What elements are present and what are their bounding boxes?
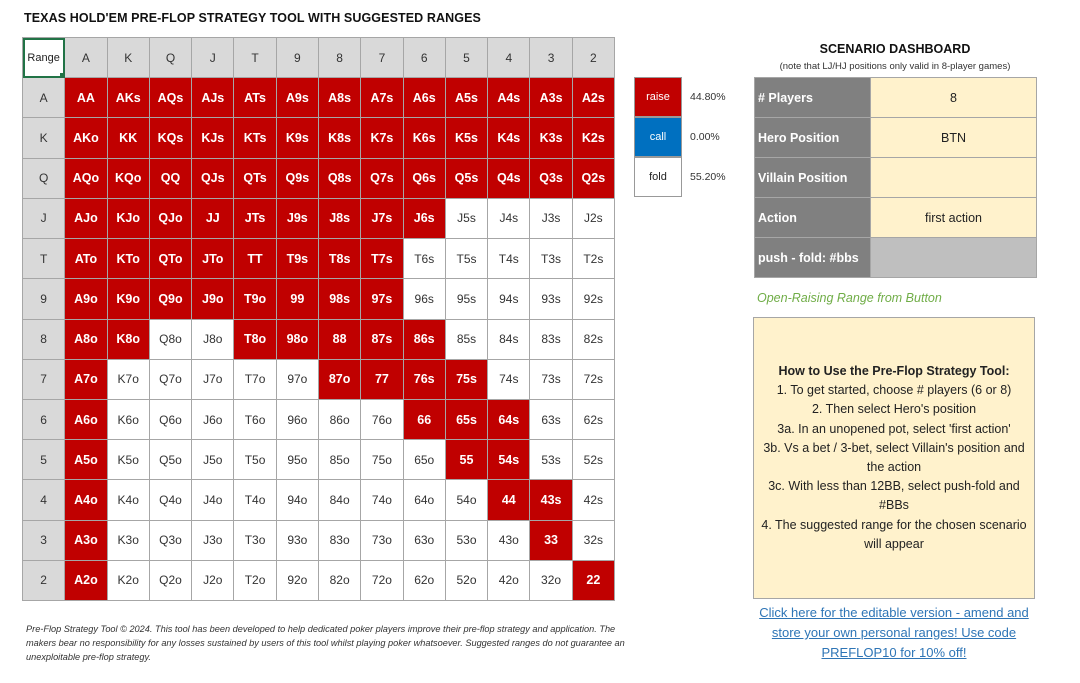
hand-cell-raise[interactable]: KTo [108,239,150,279]
hand-cell-fold[interactable]: 73s [530,360,572,400]
hand-cell-fold[interactable]: 94s [488,279,530,319]
hand-cell-raise[interactable]: Q9s [277,159,319,199]
hand-cell-fold[interactable]: 93s [530,279,572,319]
hand-cell-raise[interactable]: QTo [150,239,192,279]
row-header: 9 [23,279,65,319]
hand-cell-raise[interactable]: A4o [65,480,107,520]
hand-cell-raise[interactable]: AQs [150,78,192,118]
hand-cell-raise[interactable]: A5s [446,78,488,118]
dashboard-value-dropdown[interactable]: 8 [871,78,1037,118]
hand-cell-raise[interactable]: Q8s [319,159,361,199]
dashboard-label: Action [755,198,871,238]
hand-cell-raise[interactable]: 87s [361,320,403,360]
hand-cell-raise[interactable]: K6s [404,118,446,158]
dashboard-label: Hero Position [755,118,871,158]
hand-cell-fold[interactable]: 43o [488,521,530,561]
legend-percent-fold: 55.20% [690,171,726,183]
hand-cell-fold[interactable]: T4s [488,239,530,279]
hand-cell-raise[interactable]: K8s [319,118,361,158]
hand-cell-fold[interactable]: T5s [446,239,488,279]
hand-cell-raise[interactable]: AKs [108,78,150,118]
hand-cell-raise[interactable]: 97s [361,279,403,319]
hand-cell-raise[interactable]: A9o [65,279,107,319]
hand-cell-fold[interactable]: 83o [319,521,361,561]
hand-cell-fold[interactable]: 95o [277,440,319,480]
hand-cell-raise[interactable]: T8s [319,239,361,279]
page-title: TEXAS HOLD'EM PRE-FLOP STRATEGY TOOL WITH SUGGESTED RANGES [24,11,481,25]
hand-cell-fold[interactable]: T2o [234,561,276,601]
column-header: K [108,38,150,78]
hand-cell-fold[interactable]: J5o [192,440,234,480]
row-header: Q [23,159,65,199]
hand-cell-raise[interactable]: 55 [446,440,488,480]
hand-cell-fold[interactable]: 96s [404,279,446,319]
footer-disclaimer: Pre-Flop Strategy Tool © 2024. This tool has been developed to help dedicated poker players improve their pre-flop strategy and application. The makers bear no responsibility for any losses sustained by users of this tool whilst playing poker whatsoever. Suggested ranges do not guarantee an unexploitable pre-flop strategy. [26,624,625,662]
row-header: 3 [23,521,65,561]
column-header: T [234,38,276,78]
row-header: K [23,118,65,158]
column-header: Q [150,38,192,78]
hand-cell-raise[interactable]: K7s [361,118,403,158]
dashboard-row [755,238,1037,278]
column-header: 4 [488,38,530,78]
row-header: J [23,199,65,239]
hand-cell-fold[interactable]: K4o [108,480,150,520]
how-to-step: 4. The suggested range for the chosen scenario will appear [761,517,1027,551]
hand-cell-fold[interactable]: T4o [234,480,276,520]
hand-cell-raise[interactable]: Q3s [530,159,572,199]
row-header: 4 [23,480,65,520]
column-header: A [65,38,107,78]
hand-cell-fold[interactable]: T7o [234,360,276,400]
hand-cell-fold[interactable]: T6s [404,239,446,279]
hand-cell-raise[interactable]: Q6s [404,159,446,199]
hand-cell-fold[interactable]: 96o [277,400,319,440]
range-grid [22,37,615,601]
hand-cell-fold[interactable]: J6o [192,400,234,440]
hand-cell-raise[interactable]: ATs [234,78,276,118]
hand-cell-raise[interactable]: 44 [488,480,530,520]
hand-cell-raise[interactable]: A7s [361,78,403,118]
column-header: J [192,38,234,78]
scenario-dashboard [754,77,1037,278]
hand-cell-fold[interactable]: 95s [446,279,488,319]
hand-cell-raise[interactable]: QJs [192,159,234,199]
hand-cell-fold[interactable]: Q5o [150,440,192,480]
hand-cell-fold[interactable]: 83s [530,320,572,360]
hand-cell-raise[interactable]: T8o [234,320,276,360]
hand-cell-raise[interactable]: A9s [277,78,319,118]
hand-cell-raise[interactable]: 98o [277,320,319,360]
hand-cell-raise[interactable]: KK [108,118,150,158]
hand-cell-raise[interactable]: ATo [65,239,107,279]
column-header: 3 [530,38,572,78]
column-header: 8 [319,38,361,78]
hand-cell-fold[interactable]: J4s [488,199,530,239]
hand-cell-raise[interactable]: A8o [65,320,107,360]
hand-cell-fold[interactable]: 92s [573,279,615,319]
legend-percent-call: 0.00% [690,131,720,143]
hand-cell-raise[interactable]: AJs [192,78,234,118]
hand-cell-raise[interactable]: A8s [319,78,361,118]
hand-cell-fold[interactable]: 65o [404,440,446,480]
hand-cell-fold[interactable]: 32s [573,521,615,561]
hand-cell-fold[interactable]: 84o [319,480,361,520]
hand-cell-raise[interactable]: A2s [573,78,615,118]
row-header: 2 [23,561,65,601]
hand-cell-fold[interactable]: Q4o [150,480,192,520]
hand-cell-fold[interactable]: 52s [573,440,615,480]
hand-cell-raise[interactable]: Q9o [150,279,192,319]
hand-cell-fold[interactable]: J4o [192,480,234,520]
hand-cell-raise[interactable]: AQo [65,159,107,199]
hand-cell-fold[interactable]: T6o [234,400,276,440]
hand-cell-raise[interactable]: Q4s [488,159,530,199]
hand-cell-fold[interactable]: 63s [530,400,572,440]
row-header: A [23,78,65,118]
hand-cell-raise[interactable]: 22 [573,561,615,601]
column-header: 7 [361,38,403,78]
hand-cell-fold[interactable]: K6o [108,400,150,440]
hand-cell-fold[interactable]: 62o [404,561,446,601]
hand-cell-raise[interactable]: Q7s [361,159,403,199]
hand-cell-raise[interactable]: K8o [108,320,150,360]
hand-cell-raise[interactable]: A5o [65,440,107,480]
hand-cell-fold[interactable]: 75o [361,440,403,480]
hand-cell-raise[interactable]: 86s [404,320,446,360]
hand-cell-fold[interactable]: T5o [234,440,276,480]
hand-cell-fold[interactable]: 85s [446,320,488,360]
hand-cell-fold[interactable]: 82s [573,320,615,360]
hand-cell-fold[interactable]: 53s [530,440,572,480]
hand-cell-fold[interactable]: 86o [319,400,361,440]
hand-cell-raise[interactable]: QTs [234,159,276,199]
hand-cell-raise[interactable]: KJo [108,199,150,239]
hand-cell-fold[interactable]: 93o [277,521,319,561]
hand-cell-fold[interactable]: 52o [446,561,488,601]
hand-cell-raise[interactable]: JTo [192,239,234,279]
hand-cell-raise[interactable]: J8s [319,199,361,239]
column-header: 5 [446,38,488,78]
hand-cell-raise[interactable]: A3s [530,78,572,118]
hand-cell-raise[interactable]: 98s [319,279,361,319]
hand-cell-raise[interactable]: AA [65,78,107,118]
hand-cell-fold[interactable]: 76o [361,400,403,440]
hand-cell-raise[interactable]: JJ [192,199,234,239]
dashboard-value-dropdown[interactable]: BTN [871,118,1037,158]
hand-cell-raise[interactable]: 64s [488,400,530,440]
hand-cell-fold[interactable]: 62s [573,400,615,440]
hand-cell-fold[interactable]: Q6o [150,400,192,440]
dashboard-row [755,158,1037,198]
hand-cell-raise[interactable]: A4s [488,78,530,118]
hand-cell-fold[interactable]: 72o [361,561,403,601]
row-header: 5 [23,440,65,480]
hand-cell-raise[interactable]: 65s [446,400,488,440]
action-legend [634,77,734,197]
hand-cell-raise[interactable]: KTs [234,118,276,158]
hand-cell-raise[interactable]: K9o [108,279,150,319]
hand-cell-raise[interactable]: A6s [404,78,446,118]
hand-cell-raise[interactable]: J9o [192,279,234,319]
hand-cell-fold[interactable]: T3o [234,521,276,561]
hand-cell-raise[interactable]: A7o [65,360,107,400]
hand-cell-fold[interactable]: J5s [446,199,488,239]
hand-cell-raise[interactable]: 77 [361,360,403,400]
hand-cell-fold[interactable]: J3s [530,199,572,239]
hand-cell-raise[interactable]: T9o [234,279,276,319]
hand-cell-raise[interactable]: J7s [361,199,403,239]
row-header: T [23,239,65,279]
hand-cell-raise[interactable]: T7s [361,239,403,279]
hand-cell-raise[interactable]: K3s [530,118,572,158]
legend-swatch-raise: raise [634,77,682,117]
hand-cell-raise[interactable]: Q2s [573,159,615,199]
hand-cell-fold[interactable]: J2s [573,199,615,239]
hand-cell-fold[interactable]: J3o [192,521,234,561]
hand-cell-raise[interactable]: T9s [277,239,319,279]
hand-cell-raise[interactable]: 75s [446,360,488,400]
dashboard-note: (note that LJ/HJ positions only valid in 8-player games) [779,61,1011,72]
hand-cell-raise[interactable]: 33 [530,521,572,561]
hand-cell-raise[interactable]: 88 [319,320,361,360]
hand-cell-raise[interactable]: J6s [404,199,446,239]
dashboard-row [755,78,1037,118]
hand-cell-raise[interactable]: Q5s [446,159,488,199]
how-to-box [753,317,1035,599]
hand-cell-raise[interactable]: QJo [150,199,192,239]
legend-row-raise [634,77,734,117]
hand-cell-raise[interactable]: 87o [319,360,361,400]
dashboard-value-dropdown[interactable]: first action [871,198,1037,238]
hand-cell-fold[interactable]: 94o [277,480,319,520]
hand-cell-fold[interactable]: 32o [530,561,572,601]
range-corner-cell[interactable]: Range [23,38,65,78]
hand-cell-raise[interactable]: AKo [65,118,107,158]
hand-cell-fold[interactable]: J8o [192,320,234,360]
hand-cell-fold[interactable]: 74o [361,480,403,520]
hand-cell-raise[interactable]: 43s [530,480,572,520]
legend-row-call [634,117,734,157]
hand-cell-raise[interactable]: JTs [234,199,276,239]
column-header: 6 [404,38,446,78]
how-to-step: 3b. Vs a bet / 3-bet, select Villain's position and the action [763,440,1025,475]
dashboard-label: # Players [755,78,871,118]
hand-cell-raise[interactable]: KQo [108,159,150,199]
hand-cell-raise[interactable]: A3o [65,521,107,561]
hand-cell-fold[interactable]: T3s [530,239,572,279]
hand-cell-raise[interactable]: A2o [65,561,107,601]
how-to-step: 3c. With less than 12BB, select push-fold and #BBs [768,479,1020,513]
column-header: 2 [573,38,615,78]
hand-cell-raise[interactable]: K2s [573,118,615,158]
hand-cell-fold[interactable]: K2o [108,561,150,601]
legend-swatch-call: call [634,117,682,157]
hand-cell-fold[interactable]: 85o [319,440,361,480]
dashboard-title: SCENARIO DASHBOARD [819,42,971,56]
dashboard-label: Villain Position [755,158,871,198]
how-to-title: How to Use the Pre-Flop Strategy Tool: [778,364,1010,378]
hand-cell-fold[interactable]: 54o [446,480,488,520]
hand-cell-raise[interactable]: A6o [65,400,107,440]
hand-cell-raise[interactable]: TT [234,239,276,279]
hand-cell-raise[interactable]: J9s [277,199,319,239]
hand-cell-raise[interactable]: KJs [192,118,234,158]
hand-cell-fold[interactable]: 92o [277,561,319,601]
hand-cell-fold[interactable]: Q3o [150,521,192,561]
hand-cell-fold[interactable]: 97o [277,360,319,400]
hand-cell-fold[interactable]: 42o [488,561,530,601]
row-header: 8 [23,320,65,360]
hand-cell-fold[interactable]: Q7o [150,360,192,400]
hand-cell-raise[interactable]: AJo [65,199,107,239]
hand-cell-fold[interactable]: J7o [192,360,234,400]
hand-cell-raise[interactable]: QQ [150,159,192,199]
hand-cell-fold[interactable]: Q2o [150,561,192,601]
legend-swatch-fold: fold [634,157,682,197]
hand-cell-fold[interactable]: 82o [319,561,361,601]
row-header: 7 [23,360,65,400]
hand-cell-fold[interactable]: K7o [108,360,150,400]
hand-cell-raise[interactable]: 54s [488,440,530,480]
how-to-step: 1. To get started, choose # players (6 or 8) [776,383,1012,398]
hand-cell-fold[interactable]: K5o [108,440,150,480]
legend-row-fold [634,157,734,197]
hand-cell-fold[interactable]: Q8o [150,320,192,360]
hand-cell-raise[interactable]: 99 [277,279,319,319]
hand-cell-fold[interactable]: J2o [192,561,234,601]
hand-cell-fold[interactable]: 73o [361,521,403,561]
hand-cell-fold[interactable]: 64o [404,480,446,520]
hand-cell-raise[interactable]: K9s [277,118,319,158]
row-header: 6 [23,400,65,440]
hand-cell-raise[interactable]: KQs [150,118,192,158]
hand-cell-fold[interactable]: K3o [108,521,150,561]
legend-percent-raise: 44.80% [690,91,726,103]
column-header: 9 [277,38,319,78]
hand-cell-raise[interactable]: 66 [404,400,446,440]
how-to-step: 3a. In an unopened pot, select 'first action' [777,421,1011,436]
dashboard-row [755,198,1037,238]
dashboard-label: push - fold: #bbs [755,238,871,278]
hand-cell-raise[interactable]: K5s [446,118,488,158]
hand-cell-raise[interactable]: 76s [404,360,446,400]
dashboard-row [755,118,1037,158]
dashboard-value-dropdown[interactable] [871,238,1037,278]
hand-cell-fold[interactable]: 53o [446,521,488,561]
hand-cell-raise[interactable]: K4s [488,118,530,158]
hand-cell-fold[interactable]: 74s [488,360,530,400]
editable-version-link[interactable]: Click here for the editable version - amend and store your own personal ranges! Use code PREFLOP10 for 10% off! [759,605,1029,660]
hand-cell-fold[interactable]: 42s [573,480,615,520]
hand-cell-fold[interactable]: 84s [488,320,530,360]
dashboard-value-dropdown[interactable] [871,158,1037,198]
how-to-step: 2. Then select Hero's position [811,402,977,417]
hand-cell-fold[interactable]: 72s [573,360,615,400]
hand-cell-fold[interactable]: T2s [573,239,615,279]
range-title: Open-Raising Range from Button [757,291,942,305]
hand-cell-fold[interactable]: 63o [404,521,446,561]
